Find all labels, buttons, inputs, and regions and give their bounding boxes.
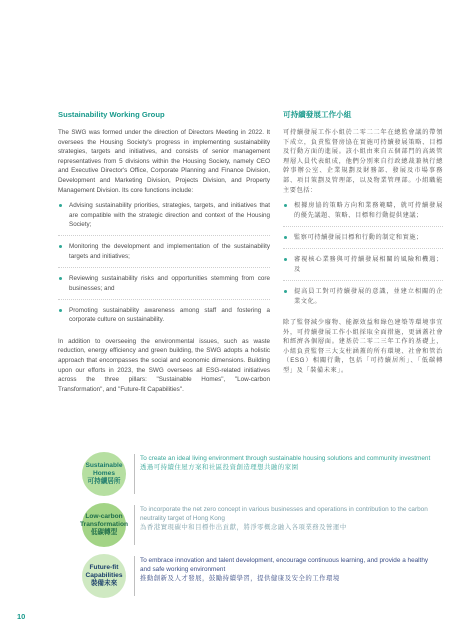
list-item-text: Promoting sustainability awareness among staff and fostering a corporate culture on sustainability. <box>69 307 270 324</box>
chinese-column <box>283 110 443 376</box>
pillar-title-en: Transformation <box>80 521 128 528</box>
list-item-text: 審視核心業務與可持續發展相關的風險和機遇；及 <box>294 256 443 273</box>
bullet-icon <box>59 277 62 280</box>
list-item-text: 監察可持續發展目標和行動的制定和實施； <box>294 233 423 241</box>
list-item <box>58 274 270 300</box>
pillar-desc-zh: 為香港實現碳中和目標作出貢獻，將淨零概念融入各項業務及營運中 <box>140 523 347 531</box>
bullet-icon <box>284 204 287 207</box>
list-item <box>283 201 443 227</box>
bullet-icon <box>59 245 62 248</box>
list-item <box>58 201 270 236</box>
chinese-intro: 可持續發展工作小組於二零二二年在總監會議的帶領下成立，負責監督房協在實施可持續發展策略、目標及行動方面的進展。該小組由來自五個部門的高級管理層人員代表組成，他們分別來自行政總裁兼執行總幹事辦公室、企業規劃及財務部、發展及市場事務部、項目策劃及管理部，以及物業管理部。小組職能主要包括： <box>283 129 443 194</box>
list-item-text: Monitoring the development and implementation of the sustainability targets and initiatives; <box>69 243 270 260</box>
pillar-title-zh: 低碳轉型 <box>90 529 118 536</box>
chinese-functions-list <box>283 201 443 312</box>
bullet-icon <box>284 236 287 239</box>
chinese-heading: 可持續發展工作小組 <box>283 110 352 119</box>
list-item <box>283 255 443 281</box>
list-item-text: Advising sustainability priorities, strategies, targets, and initiatives that are compatible with the strategic direction and context of the Housing Society; <box>69 202 270 228</box>
list-item <box>58 242 270 268</box>
pillar-description <box>140 506 440 532</box>
bullet-icon <box>59 204 62 207</box>
pillar-divider <box>134 556 135 596</box>
pillar-desc-zh: 推動創新及人才發展，鼓勵持續學習，提供健康及安全的工作環境 <box>140 574 340 582</box>
page-number: 10 <box>17 612 26 621</box>
pillar-title-en: Homes <box>93 470 115 477</box>
english-closing: In addition to overseeing the environmental issues, such as waste reduction, energy efficiency and green building, the SWG adopts a holistic approach that encompasses the social and economic dimensions. Building upon our efforts in 2023, the SWG oversees all ESG-related initiatives across the three pillars: "Sustainable Homes", "Low-carbon Transformation", and "Future-fit Capabilities". <box>58 337 270 393</box>
list-item <box>58 306 270 331</box>
pillar-future-fit-capabilities <box>82 554 452 598</box>
pillar-description <box>140 455 440 473</box>
english-heading: Sustainability Working Group <box>58 110 165 119</box>
pillar-title-en: Low-carbon <box>85 513 123 520</box>
bullet-icon <box>284 290 287 293</box>
bullet-icon <box>284 258 287 261</box>
pillar-desc-zh: 透過可持續住屋方案和社區投資創造理想共融的家園 <box>140 463 299 471</box>
list-item-text: 根據房協的策略方向和業務範疇，就可持續發展的優先議題、策略、目標和行動提供建議； <box>294 202 443 219</box>
pillar-title-en: Capabilities <box>85 572 123 579</box>
pillar-low-carbon-transformation <box>82 503 452 547</box>
english-intro: The SWG was formed under the direction of Directors Meeting in 2022. It oversees the Housing Society's progress in implementing sustainability strategies, targets and initiatives, and consists of senior management representatives from 5 divisions within the Housing Society, namely CEO and Executive Director's Office, Corporate Planning and Finance Division, Development and Marketing Division, Projects Division, and Property Management Division. Its core functions include: <box>58 129 270 194</box>
english-column <box>58 110 270 394</box>
list-item-text: 提高員工對可持續發展的意識，並建立相關的企業文化。 <box>294 288 443 305</box>
list-item <box>283 233 443 249</box>
pillar-badge <box>82 554 126 598</box>
pillar-title-zh: 可持續居所 <box>87 478 121 485</box>
chinese-closing: 除了監督減少廢物、能源效益和綠色建築等環境事宜外，可持續發展工作小組採取全面措施，更涵蓋社會和經濟各個層面。建基於二零二三年工作的基礎上，小組負責監督三大支柱涵蓋的所有環境、社會和管治（ESG）相關行動，包括「可持續居所」、「低碳轉型」及「裝備未來」。 <box>283 319 443 374</box>
pillar-description <box>140 557 440 583</box>
pillar-desc-en: To incorporate the net zero concept in various businesses and operations in contribution to the carbon neutrality target of Hong Kong <box>140 506 428 522</box>
pillar-sustainable-homes <box>82 452 452 496</box>
pillar-divider <box>134 454 135 494</box>
pillar-title-en: Sustainable <box>85 462 123 469</box>
pillar-divider <box>134 505 135 545</box>
pillar-desc-en: To embrace innovation and talent development, encourage continuous learning, and provide a healthy and safe working environment <box>140 557 429 573</box>
bullet-icon <box>59 309 62 312</box>
pillar-badge <box>82 452 126 496</box>
pillar-title-en: Future-fit <box>89 564 119 571</box>
pillar-badge <box>82 503 126 547</box>
list-item <box>283 287 443 312</box>
pillar-title-zh: 裝備未來 <box>90 580 118 587</box>
pillar-desc-en: To create an ideal living environment through sustainable housing solutions and community investment <box>140 455 431 462</box>
list-item-text: Reviewing sustainability risks and opportunities stemming from core businesses; and <box>69 275 270 292</box>
english-functions-list <box>58 201 270 331</box>
